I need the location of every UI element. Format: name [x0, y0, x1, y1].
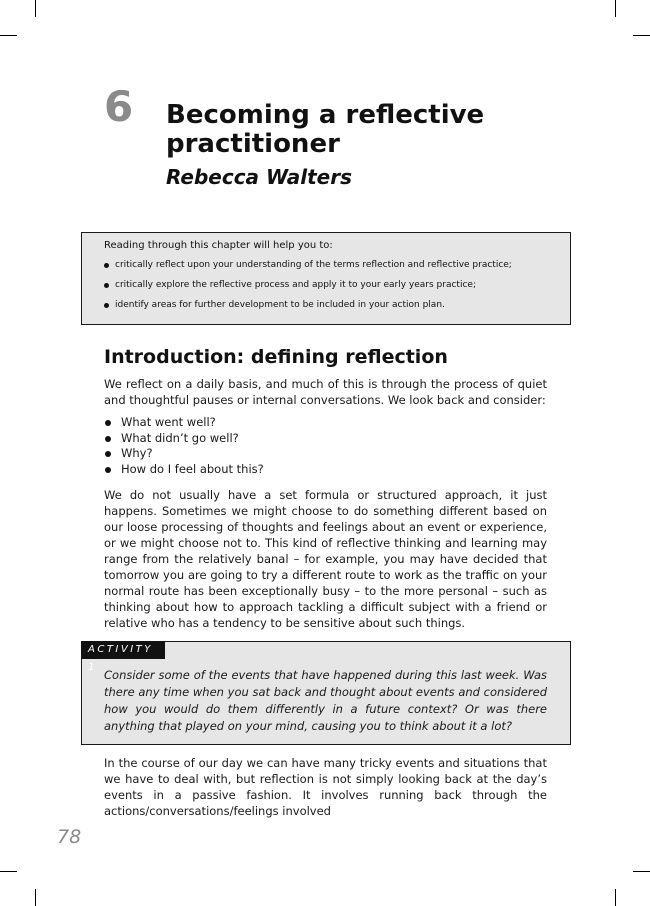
crop-mark	[615, 889, 616, 906]
page-number: 78	[57, 826, 82, 848]
objectives-intro: Reading through this chapter will help you to:	[104, 240, 333, 251]
question-item: What didn’t go well?	[104, 431, 264, 447]
question-item: What went well?	[104, 415, 264, 431]
chapter-author: Rebecca Walters	[166, 165, 352, 189]
section-heading: Introduction: defining reflection	[104, 346, 448, 368]
chapter-number: 6	[104, 82, 134, 131]
crop-mark	[0, 871, 17, 872]
activity-label: ACTIVITY 1	[81, 641, 165, 659]
chapter-title: Becoming a reflective practitioner	[166, 100, 485, 159]
crop-mark	[633, 871, 650, 872]
crop-mark	[615, 0, 616, 17]
activity-text: Consider some of the events that have happened during this last week. Was there any time when you sat back and thought about events and considered how you would do them differently in a future context? Or was there anything that played on your mind, causing you to think about it a lot?	[104, 668, 547, 733]
activity-box	[81, 641, 571, 745]
reflection-questions-list	[104, 415, 264, 477]
crop-mark	[35, 889, 36, 906]
objective-item: critically explore the reflective process and apply it to your early years practice;	[104, 280, 548, 290]
question-item: How do I feel about this?	[104, 462, 264, 478]
body-paragraph: We do not usually have a set formula or structured approach, it just happens. Sometimes we might choose to do something different based on our loose processing of thoughts and feelings about an event or experience, or we might choose not to. This kind of reflective thinking and learning may range from the relatively banal – for example, you may have decided that tomorrow you are going to try a different route to work as the traffic on your normal route has been exceptionally busy – to the more personal – such as thinking about how to approach tackling a difficult subject with a friend or relative who has a tendency to be sensitive about such things.	[104, 488, 547, 630]
body-paragraph: We reflect on a daily basis, and much of this is through the process of quiet and thoughtful pauses or internal conversations. We look back and consider:	[104, 377, 547, 407]
crop-mark	[35, 0, 36, 17]
objective-item: identify areas for further development to be included in your action plan.	[104, 300, 548, 310]
objectives-list	[104, 260, 548, 310]
crop-mark	[0, 35, 17, 36]
crop-mark	[633, 35, 650, 36]
body-paragraph: In the course of our day we can have many tricky events and situations that we have to deal with, but reflection is not simply looking back at the day’s events in a passive fashion. It involves running back through the actions/conversations/feelings involved	[104, 756, 547, 818]
question-item: Why?	[104, 446, 264, 462]
learning-objectives-box	[81, 232, 571, 325]
objective-item: critically reflect upon your understanding of the terms reflection and reflective practice;	[104, 260, 548, 270]
